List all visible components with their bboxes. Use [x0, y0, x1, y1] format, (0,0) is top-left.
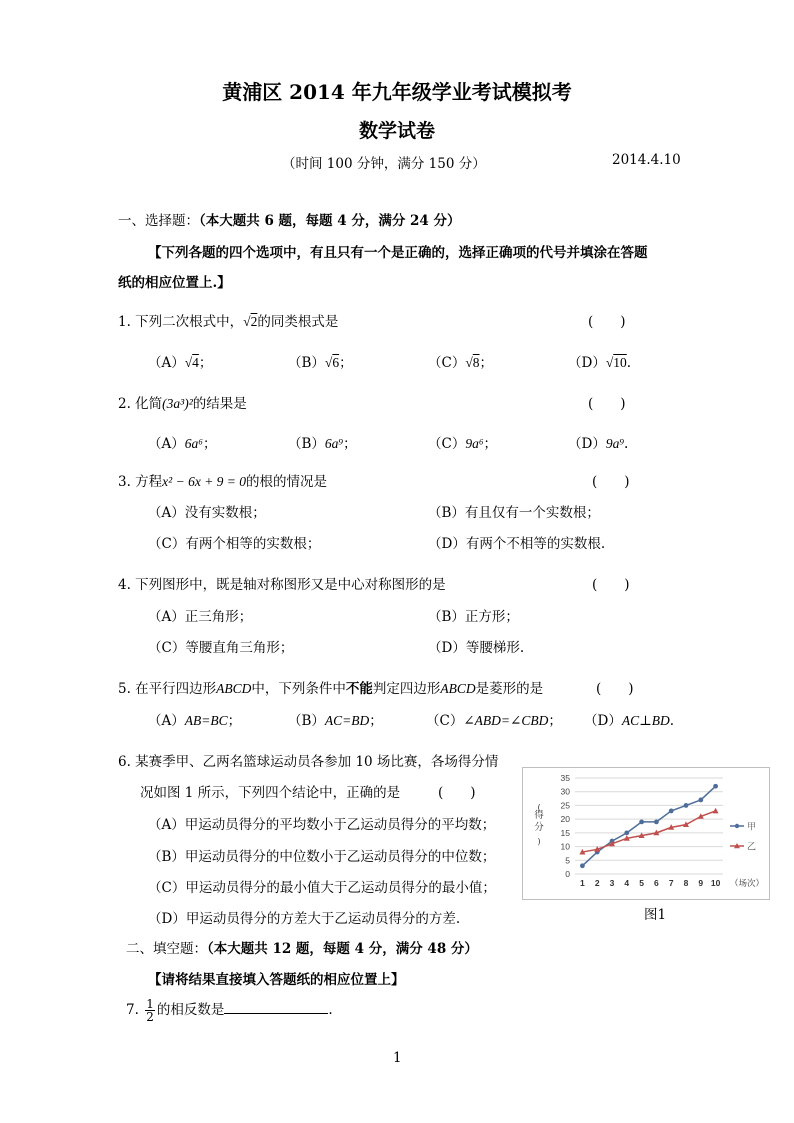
q6-answer-bracket: ( ) [438, 785, 476, 801]
y-axis-label-paren: ( [537, 803, 541, 812]
y-tick-label: 5 [565, 855, 570, 866]
legend-label: 乙 [747, 842, 757, 853]
q5-option-d: （D）AC⊥BD. [584, 713, 675, 729]
figure1-chart-frame [522, 767, 770, 900]
q1-option-a: （A）√4； [148, 355, 213, 371]
y-axis-label-char: 得 [534, 810, 544, 821]
x-tick-label: 8 [683, 878, 689, 888]
q7-fraction: $\frac{1}{2}$ [146, 997, 154, 1024]
section1-instruction-line1: 【下列各题的四个选项中，有且只有一个是正确的，选择正确项的代号并填涂在答题 [148, 245, 648, 261]
y-tick-label: 30 [560, 786, 570, 797]
q4-stem: 4. 下列图形中，既是轴对称图形又是中心对称图形的是 [118, 577, 446, 593]
y-tick-label: 25 [560, 800, 570, 811]
exam-date: 2014.4.10 [612, 152, 681, 168]
figure1-line-chart [523, 768, 769, 899]
page-number: 1 [393, 1050, 402, 1066]
q3-answer-bracket: ( ) [592, 474, 630, 490]
exam-subtitle: 数学试卷 [358, 120, 435, 142]
y-tick-label: 10 [560, 841, 570, 852]
q6-option-a: （A）甲运动员得分的平均数小于乙运动员得分的平均数； [148, 817, 496, 833]
y-tick-label: 15 [560, 827, 570, 838]
y-tick-label: 20 [560, 814, 570, 825]
q5-option-c: （C）∠ABD=∠CBD； [426, 713, 562, 729]
q1-answer-bracket: ( ) [588, 314, 626, 330]
y-tick-label: 35 [560, 773, 570, 783]
q4-option-c: （C）等腰直角三角形； [148, 640, 294, 656]
series-line-0 [582, 786, 715, 866]
q6-stem-line1: 6. 某赛季甲、乙两名篮球运动员各参加 10 场比赛，各场得分情 [118, 754, 499, 770]
q1-option-c: （C）√8； [428, 355, 494, 371]
q4-option-a: （A）正三角形； [148, 609, 253, 625]
data-point [713, 784, 718, 789]
q6-option-d: （D）甲运动员得分的方差大于乙运动员得分的方差. [148, 911, 461, 927]
x-tick-label: 7 [668, 878, 674, 888]
q7-answer-blank [224, 1001, 328, 1014]
x-tick-label: 1 [580, 878, 585, 888]
data-point [624, 830, 629, 835]
q6-option-c: （C）甲运动员得分的最小值大于乙运动员得分的最小值； [148, 880, 496, 896]
q2-option-a: （A）6a⁶； [148, 436, 217, 452]
q5-option-a: （A）AB=BC； [148, 713, 242, 729]
q3-option-a: （A）没有实数根； [148, 505, 266, 521]
x-tick-label: 3 [609, 878, 615, 888]
q7-stem: 7. $\frac{1}{2}$ 的相反数是 . [126, 997, 333, 1024]
section2-heading: 二、填空题：（本大题共 12 题，每题 4 分，满分 48 分） [126, 941, 478, 957]
x-tick-label: 10 [710, 878, 721, 888]
section1-instruction-line2: 纸的相应位置上.】 [118, 275, 231, 291]
q2-option-c: （C）9a⁶； [428, 436, 498, 452]
data-point [580, 863, 585, 868]
y-axis-label-char: 分 [534, 822, 544, 833]
x-tick-label: 4 [624, 878, 630, 888]
q4-option-d: （D）等腰梯形. [428, 640, 525, 656]
y-tick-label: 0 [565, 869, 570, 879]
series-line-1 [582, 811, 715, 852]
data-point [684, 803, 689, 808]
data-point [669, 809, 674, 814]
q4-answer-bracket: ( ) [592, 577, 630, 593]
q6-stem-line2: 况如图 1 所示，下列四个结论中，正确的是 [140, 785, 401, 801]
section1-heading: 一、选择题：（本大题共 6 题，每题 4 分，满分 24 分） [118, 213, 461, 229]
legend-label: 甲 [747, 822, 757, 833]
q5-answer-bracket: ( ) [596, 681, 634, 697]
legend-marker [735, 824, 739, 828]
q6-option-b: （B）甲运动员得分的中位数小于乙运动员得分的中位数； [148, 849, 496, 865]
x-tick-label: 6 [654, 878, 659, 888]
q3-option-c: （C）有两个相等的实数根； [148, 536, 321, 552]
y-axis-label-paren: ) [537, 837, 541, 846]
q1-option-d: （D）√10. [568, 355, 632, 371]
q3-stem: 3. 方程x² − 6x + 9 = 0的根的情况是 [118, 474, 328, 490]
q5-stem: 5. 在平行四边形ABCD中，下列条件中不能判定四边形ABCD是菱形的是 [118, 681, 544, 697]
q3-option-d: （D）有两个不相等的实数根. [428, 536, 606, 552]
time-info: （时间 100 分钟，满分 150 分） [282, 156, 486, 172]
q2-stem: 2. 化简(3a³)²的结果是 [118, 396, 247, 412]
q1-option-b: （B）√6； [288, 355, 353, 371]
section2-instruction: 【请将结果直接填入答题纸的相应位置上】 [148, 972, 405, 988]
x-tick-label: 2 [594, 878, 600, 888]
data-point [698, 798, 703, 803]
data-point [639, 819, 644, 824]
q5-option-b: （B）AC=BD； [288, 713, 383, 729]
q3-option-b: （B）有且仅有一个实数根； [428, 505, 600, 521]
q2-option-b: （B）6a⁹； [288, 436, 357, 452]
x-tick-label: 5 [639, 878, 644, 888]
data-point [654, 819, 659, 824]
q1-stem: 1. 下列二次根式中，√2的同类根式是 [118, 314, 339, 330]
q4-option-b: （B）正方形； [428, 609, 519, 625]
data-point [713, 808, 719, 814]
x-axis-unit-label: （场次） [729, 879, 765, 889]
q2-option-d: （D）9a⁹. [568, 436, 629, 452]
figure1-caption: 图1 [644, 907, 667, 923]
q2-answer-bracket: ( ) [588, 396, 626, 412]
exam-title: 黄浦区 2014 年九年级学业考试模拟考 [222, 80, 572, 104]
x-tick-label: 9 [698, 878, 704, 888]
